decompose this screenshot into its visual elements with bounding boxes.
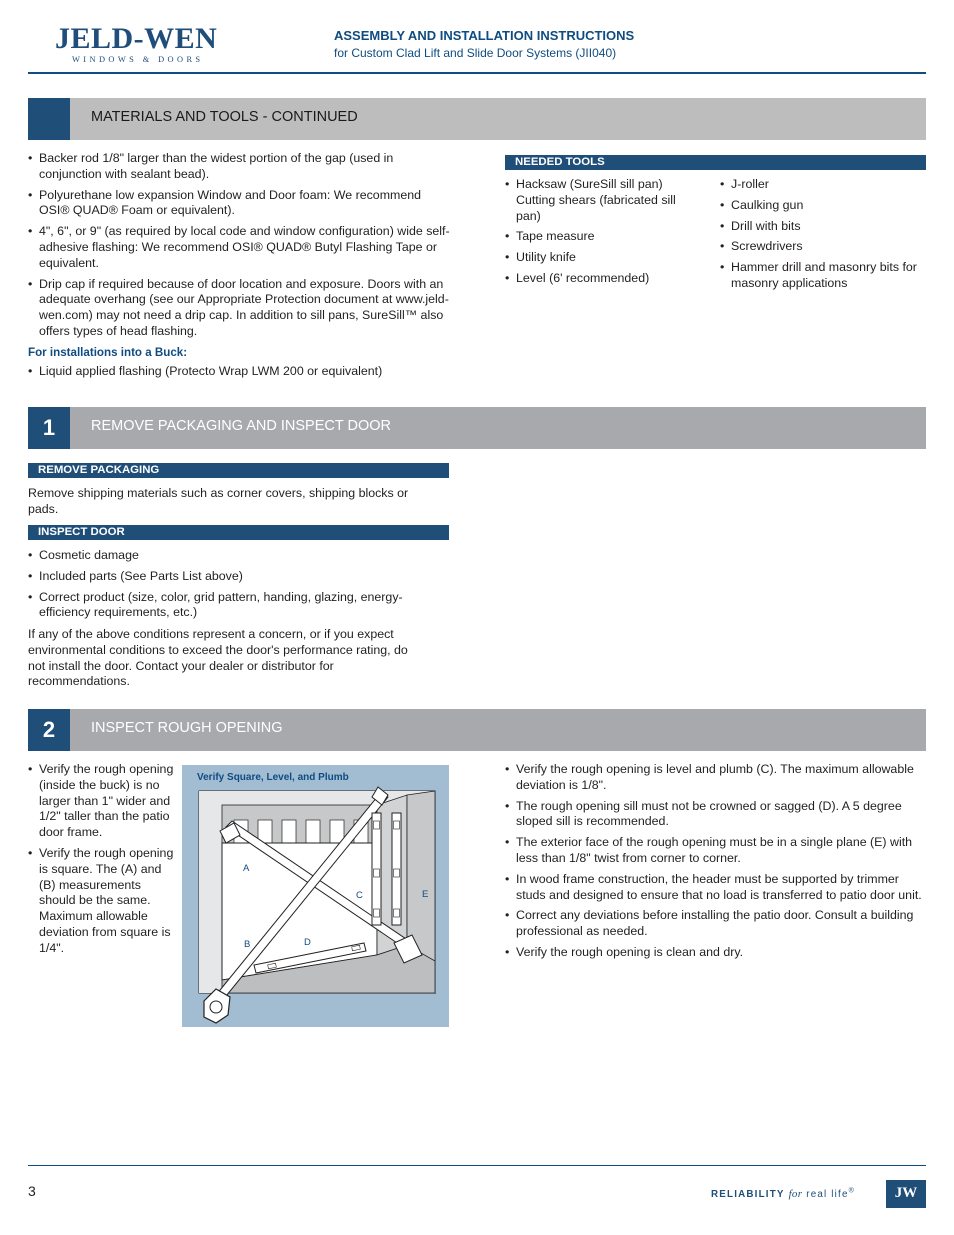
tagline-part: for — [788, 1188, 803, 1200]
list-item: • Drill with bits — [720, 219, 925, 235]
list-item: • Verify the rough opening is square. The (A) and (B) measurements should be the same. Maximum allowable deviation from square is 1/4". — [28, 846, 180, 957]
buck-label: For installations into a Buck: — [28, 346, 188, 359]
square-level-plumb-figure — [182, 765, 449, 1027]
label-c: C — [356, 890, 363, 901]
tagline-part: RELIABILITY — [711, 1189, 785, 1200]
footer-rule — [28, 1165, 926, 1166]
section-heading: MATERIALS AND TOOLS - CONTINUED — [91, 109, 358, 125]
step2-band — [28, 709, 926, 751]
rough-opening-illustration — [182, 765, 449, 1027]
list-item: • Included parts (See Parts List above) — [28, 569, 438, 585]
step-heading: INSPECT ROUGH OPENING — [91, 720, 283, 736]
tools-list-1 — [505, 177, 695, 292]
remove-packaging-bar: REMOVE PACKAGING — [28, 463, 449, 478]
list-item: • Level (6' recommended) — [505, 271, 695, 287]
list-item: • Polyurethane low expansion Window and Door foam: We recommend OSI® QUAD® Foam or equivalent). — [28, 188, 453, 220]
list-item: • The exterior face of the rough opening must be in a single plane (E) with less than 1/8" twist from corner to corner. — [505, 835, 927, 867]
label-a: A — [243, 863, 250, 874]
logo-wordmark: JELD-WEN — [55, 22, 218, 55]
list-item: • Verify the rough opening is level and plumb (C). The maximum allowable deviation is 1/8". — [505, 762, 927, 794]
list-item: • Utility knife — [505, 250, 695, 266]
buck-list — [28, 364, 453, 385]
label-b: B — [244, 939, 251, 950]
list-item: • In wood frame construction, the header must be supported by trimmer studs and designed to ensure that no load is transferred to patio door unit. — [505, 872, 927, 904]
section-badge — [28, 98, 70, 140]
label-e: E — [422, 889, 429, 900]
jw-logo-icon: JW — [886, 1180, 926, 1208]
tools-list-2 — [720, 177, 925, 297]
logo-tagline: WINDOWS & DOORS — [72, 55, 204, 64]
list-item: • Backer rod 1/8" larger than the widest portion of the gap (used in conjunction with sealant bead). — [28, 151, 453, 183]
jeld-wen-logo — [55, 24, 233, 66]
step-number: 1 — [28, 407, 70, 449]
list-item: • Drip cap if required because of door location and exposure. Doors with an adequate overhang (see our Appropriate Protection document at www.jeld-wen.com) may not need a drip cap. In addition to sill pans, SureSill™ also offers types of head flashing. — [28, 277, 453, 340]
list-item: • Verify the rough opening (inside the buck) is no larger than 1" wider and 1/2" taller than the patio door frame. — [28, 762, 180, 841]
page-number: 3 — [28, 1183, 36, 1199]
list-item: • Tape measure — [505, 229, 695, 245]
label-d: D — [304, 937, 311, 948]
document-subtitle: for Custom Clad Lift and Slide Door Systems (JII040) — [334, 46, 617, 60]
document-title: ASSEMBLY AND INSTALLATION INSTRUCTIONS — [334, 28, 635, 43]
step1-band — [28, 407, 926, 449]
list-item: • Correct any deviations before installing the patio door. Consult a building professional as needed. — [505, 908, 927, 940]
header-rule — [28, 72, 926, 74]
inspect-door-bar: INSPECT DOOR — [28, 525, 449, 540]
rough-opening-list-right — [505, 762, 927, 966]
list-item: • The rough opening sill must not be crowned or sagged (D). A 5 degree sloped sill is recommended. — [505, 799, 927, 831]
list-item: • Cosmetic damage — [28, 548, 438, 564]
list-item: • Correct product (size, color, grid pattern, handing, glazing, energy-efficiency requirements, etc.) — [28, 590, 438, 622]
needed-tools-bar: NEEDED TOOLS — [505, 155, 926, 170]
registered-mark: ® — [848, 1187, 855, 1195]
inspect-list — [28, 548, 438, 626]
list-item: • J-roller — [720, 177, 925, 193]
list-item: • Hacksaw (SureSill sill pan) Cutting shears (fabricated sill pan) — [505, 177, 695, 224]
list-item: • Caulking gun — [720, 198, 925, 214]
concern-text: If any of the above conditions represent a concern, or if you expect environmental conditions to exceed the door's performance rating, do not install the door. Contact your dealer or distributor for recommendations. — [28, 627, 408, 689]
tagline-part: real life — [806, 1189, 849, 1200]
list-item: • Hammer drill and masonry bits for masonry applications — [720, 260, 925, 292]
figure-caption: Verify Square, Level, and Plumb — [197, 772, 349, 783]
step-number: 2 — [28, 709, 70, 751]
section-materials-band — [28, 98, 926, 140]
reliability-tagline — [711, 1187, 855, 1203]
step-heading: REMOVE PACKAGING AND INSPECT DOOR — [91, 418, 391, 434]
list-item: • Screwdrivers — [720, 239, 925, 255]
list-item: • Liquid applied flashing (Protecto Wrap LWM 200 or equivalent) — [28, 364, 453, 380]
rough-opening-list-left — [28, 762, 180, 962]
materials-list — [28, 151, 453, 345]
remove-packaging-text: Remove shipping materials such as corner covers, shipping blocks or pads. — [28, 486, 409, 516]
list-item: • 4", 6", or 9" (as required by local code and window configuration) wide self-adhesive flashing: We recommend OSI® QUAD® Butyl Flashing Tape or equivalent. — [28, 224, 453, 271]
list-item: • Verify the rough opening is clean and dry. — [505, 945, 927, 961]
